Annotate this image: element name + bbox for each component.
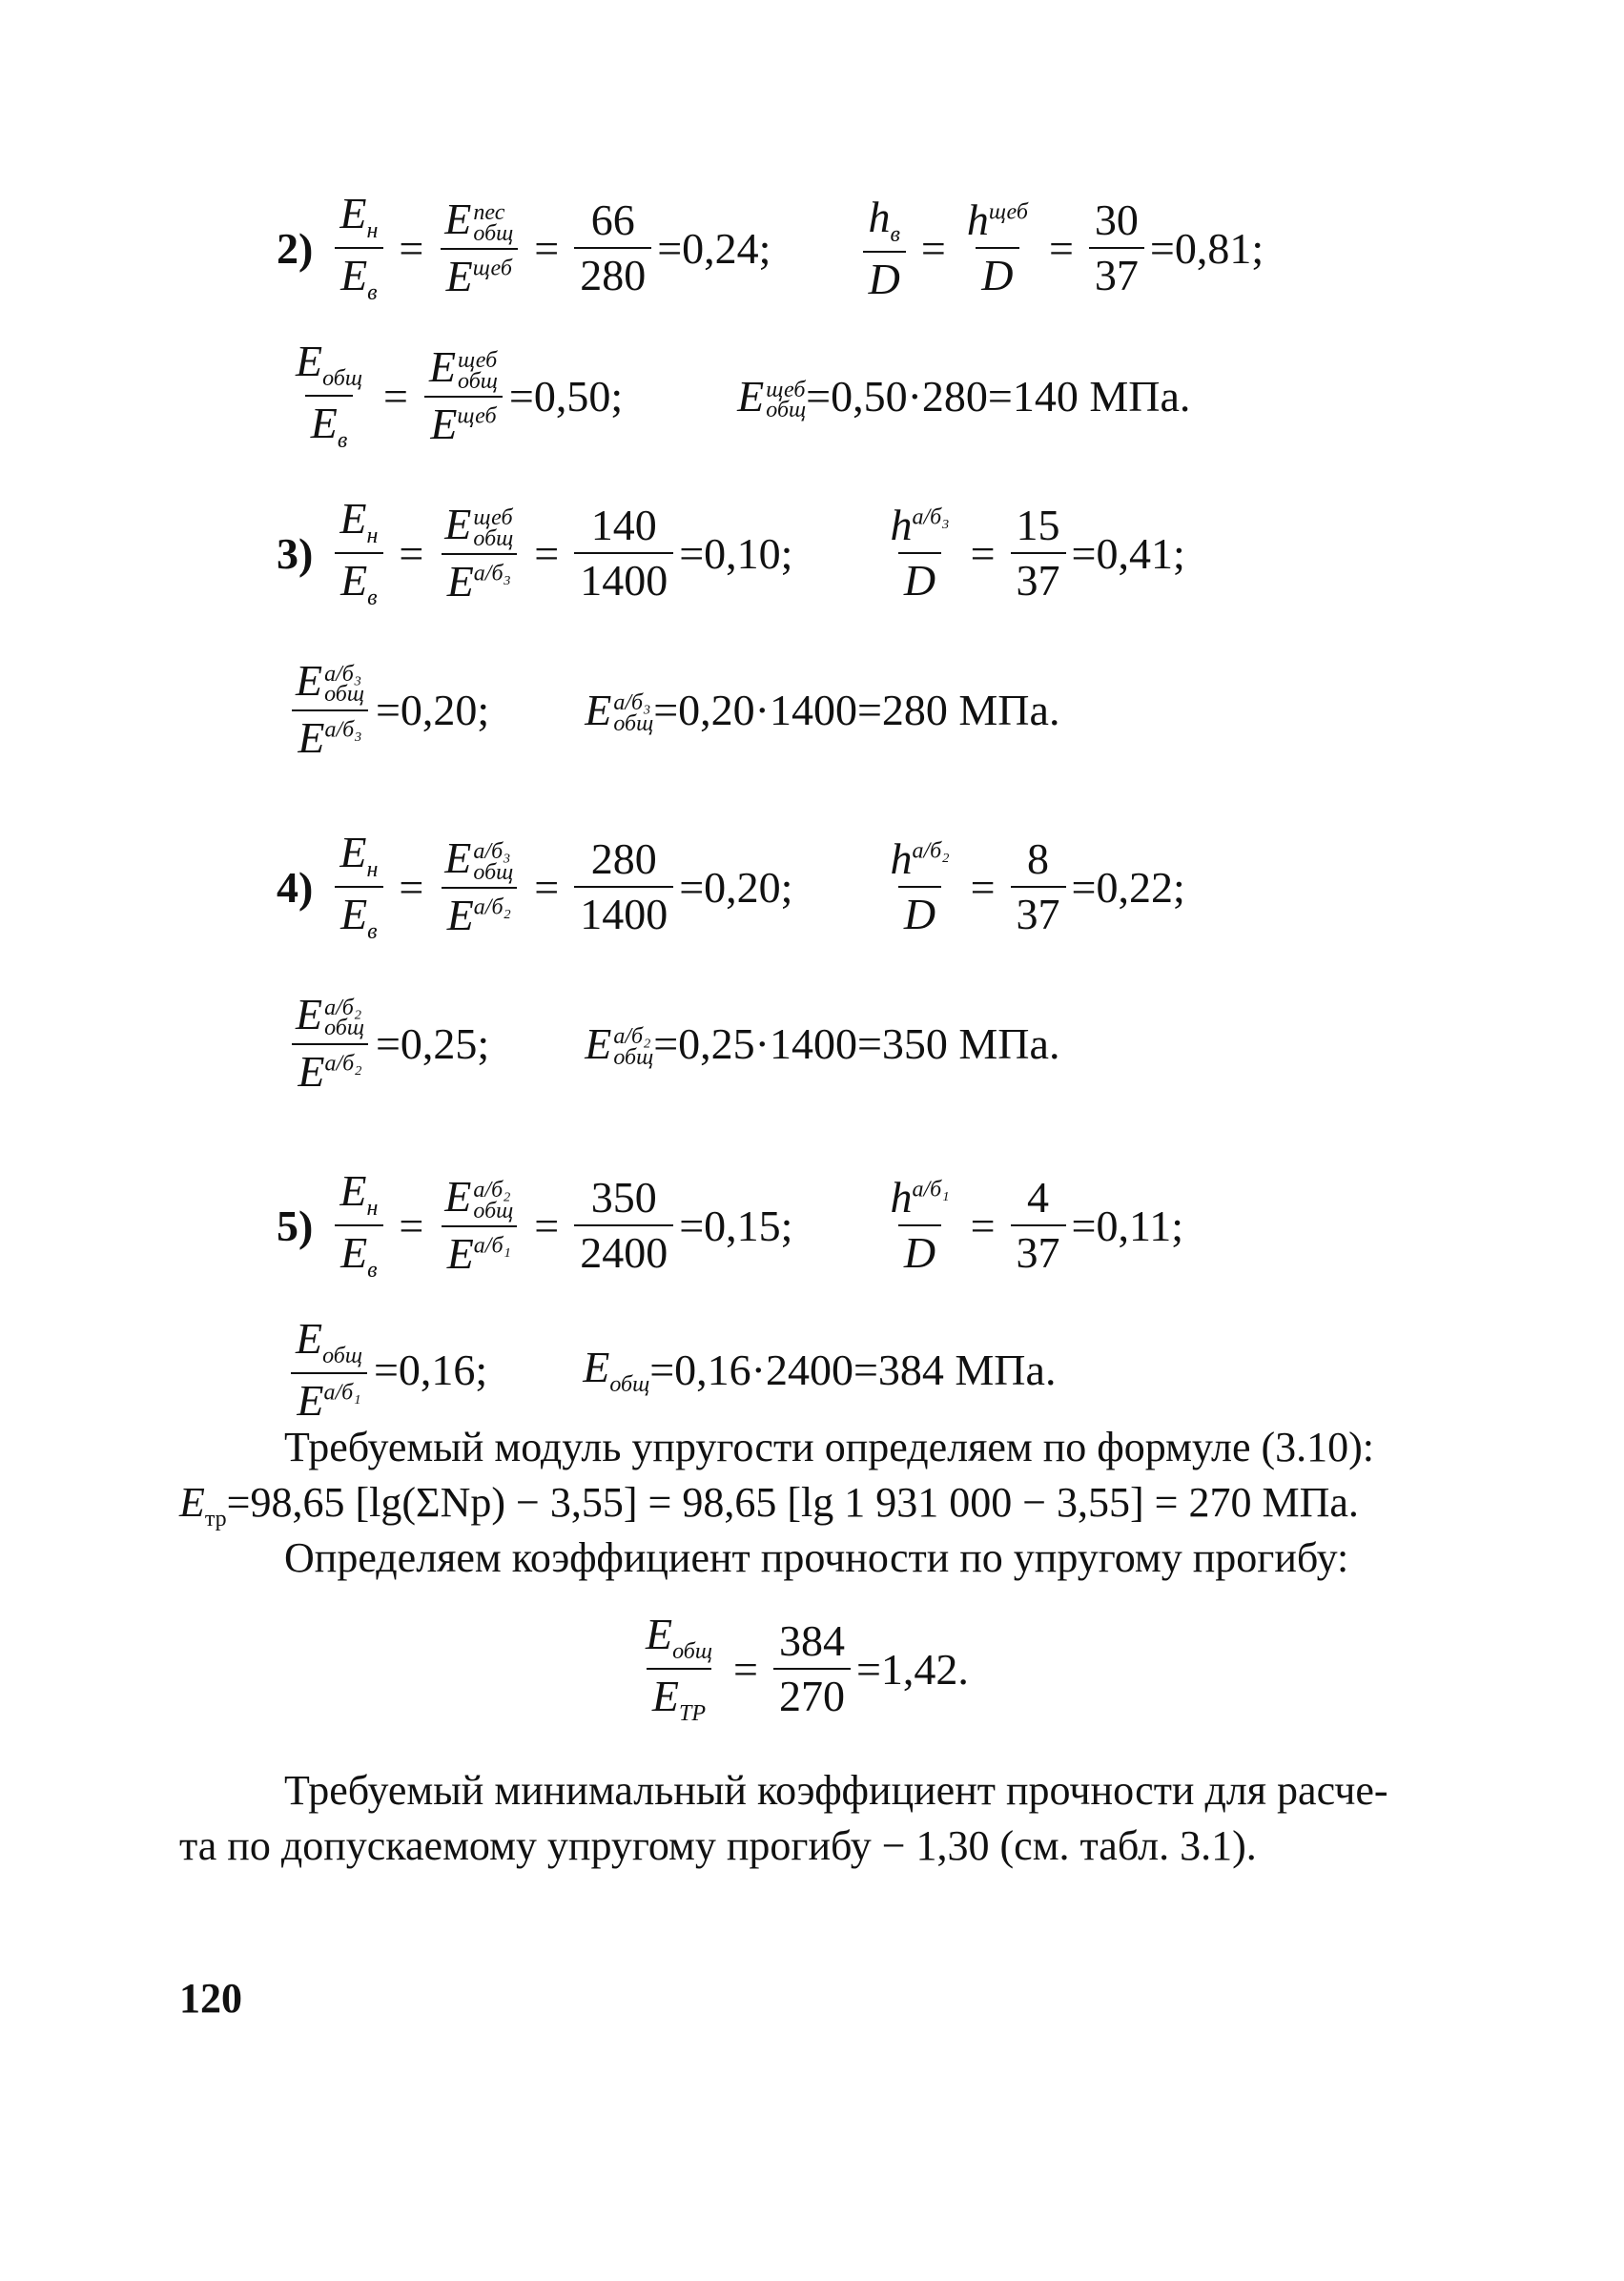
eq5-result-4: =0,16·2400=384 МПа. — [649, 1346, 1057, 1395]
eq3-result-4: =0,20·1400=280 МПа. — [653, 685, 1060, 734]
eq4-result-1: =0,20; — [679, 862, 793, 912]
frac-4-37: $\frac{4}{37}$ — [1011, 1175, 1066, 1277]
paragraph-1: Требуемый модуль упругости определяем по формуле (3.10): — [284, 1424, 1375, 1470]
eq2-label: 2) — [277, 223, 314, 273]
eq5-line1: 5) $\frac{E_н}{E_в}$ = E а/б₂ общ $E^{а/б_1}$ = $\frac{350}{2400}$ =0,15; $\frac{h^{а/б_1}}{D}$ = $\frac{4}{37}$ =0,11; — [277, 1166, 1184, 1284]
eq4-line1: 4) $\frac{E_н}{E_в}$ = E а/б₃ общ $E^{а/б_2}$ = $\frac{280}{1400}$ =0,20; $\frac{h^{а/б_2}}{D}$ = $\frac{8}{37}$ =0,22; — [277, 828, 1185, 945]
eq2-result-4: =0,50·280=140 МПа. — [806, 371, 1191, 421]
frac-15-37: $\frac{15}{37}$ — [1011, 503, 1066, 605]
eq5-label: 5) — [277, 1201, 314, 1250]
frac-350-2400: $\frac{350}{2400}$ — [574, 1175, 673, 1277]
eq3-result-2: =0,41; — [1071, 528, 1185, 578]
paragraph-3: Определяем коэффициент прочности по упругому прогибу: — [284, 1534, 1349, 1581]
frac-eobshch-ev: $\frac{E_{общ}}{E_в}$ — [296, 337, 362, 454]
formula-etr: =98,65 [lg(ΣNр) − 3,55] = 98,65 [lg 1 931 000 − 3,55] = 270 МПа. — [226, 1479, 1359, 1526]
final-equation: $\frac{E_{общ}}{E_{ТР}}$ = $\frac{384}{270}$ =1,42. — [646, 1610, 969, 1727]
frac-140-1400: $\frac{140}{1400}$ — [574, 503, 673, 605]
page-number: 120 — [179, 1975, 242, 2022]
paragraph-2: $E_{тр}=98,65$ [lg(ΣNр) − 3,55] = 98,65 [lg 1 931 000 − 3,55] = 270 МПа. — [179, 1479, 1359, 1531]
eq2-line1: 2) $\frac{E_н}{E_в}$ = E пес общ $E^{щеб}$ = $\frac{66}{280}$ =0,24; $\frac{h_в}{D}$ = $\frac{h^{щеб}}{D}$ = $\frac{30}{37}$ =0,81; — [277, 189, 1264, 306]
frac-eshcheb-obshch: E щеб общ $E^{щеб}$ — [423, 344, 504, 447]
frac-8-37: $\frac{8}{37}$ — [1011, 836, 1066, 938]
paragraph-4: Требуемый минимальный коэффициент прочности для расче- — [284, 1767, 1388, 1814]
eq5-result-2: =0,11; — [1071, 1201, 1184, 1250]
frac-384-270: $\frac{384}{270}$ — [773, 1618, 851, 1720]
frac-280-1400: $\frac{280}{1400}$ — [574, 836, 673, 938]
eq5-result-3: =0,16; — [373, 1346, 488, 1395]
eq3-line2: E а/б₃ общ $E^{а/б_3}$ =0,20; E а/б₃ общ =0,20·1400=280 МПа. — [284, 658, 1059, 761]
eq2-result-2: =0,81; — [1149, 223, 1264, 273]
eq5-result-1: =0,15; — [679, 1201, 793, 1250]
frac-hv-d: $\frac{h_в}{D}$ — [862, 195, 905, 303]
eq5-line2: $\frac{E_{общ}}{E^{а/б_1}}$ =0,16; $E_{общ}$ =0,16·2400=384 МПа. — [284, 1316, 1056, 1425]
frac-66-280: $\frac{66}{280}$ — [574, 197, 651, 299]
eq4-result-2: =0,22; — [1071, 862, 1185, 912]
frac-epes-eshcheb: E пес общ $E^{щеб}$ — [439, 196, 519, 299]
eq3-result-3: =0,20; — [375, 685, 490, 734]
eq4-result-3: =0,25; — [375, 1018, 490, 1068]
eq4-label: 4) — [277, 862, 314, 912]
paragraph-5: та по допускаемому упругому прогибу − 1,30 (см. табл. 3.1). — [179, 1822, 1257, 1869]
final-result: =1,42. — [855, 1644, 969, 1694]
eq3-result-1: =0,10; — [679, 528, 793, 578]
frac-en-ev: $\frac{E_н}{E_в}$ — [334, 191, 383, 306]
eq4-line2: E а/б₂ общ $E^{а/б_2}$ =0,25; E а/б₂ общ =0,25·1400=350 МПа. — [284, 992, 1059, 1095]
eq2-line2: $\frac{E_{общ}}{E_в}$ = E щеб общ $E^{щеб}$ =0,50; E щеб общ =0,50·280=140 МПа. — [284, 339, 1190, 454]
frac-30-37: $\frac{30}{37}$ — [1089, 197, 1144, 299]
eq2-result-1: =0,24; — [657, 223, 771, 273]
frac-hshcheb-d: $\frac{h^{щеб}}{D}$ — [966, 195, 1028, 300]
eq2-result-3: =0,50; — [508, 371, 624, 421]
eq3-line1: 3) $\frac{E_н}{E_в}$ = E щеб общ $E^{а/б_3}$ = $\frac{140}{1400}$ =0,10; $\frac{h^{а/б_3}}{D}$ = $\frac{15}{37}$ =0,41; — [277, 494, 1185, 611]
eq3-label: 3) — [277, 528, 314, 578]
eq4-result-4: =0,25·1400=350 МПа. — [653, 1018, 1060, 1068]
